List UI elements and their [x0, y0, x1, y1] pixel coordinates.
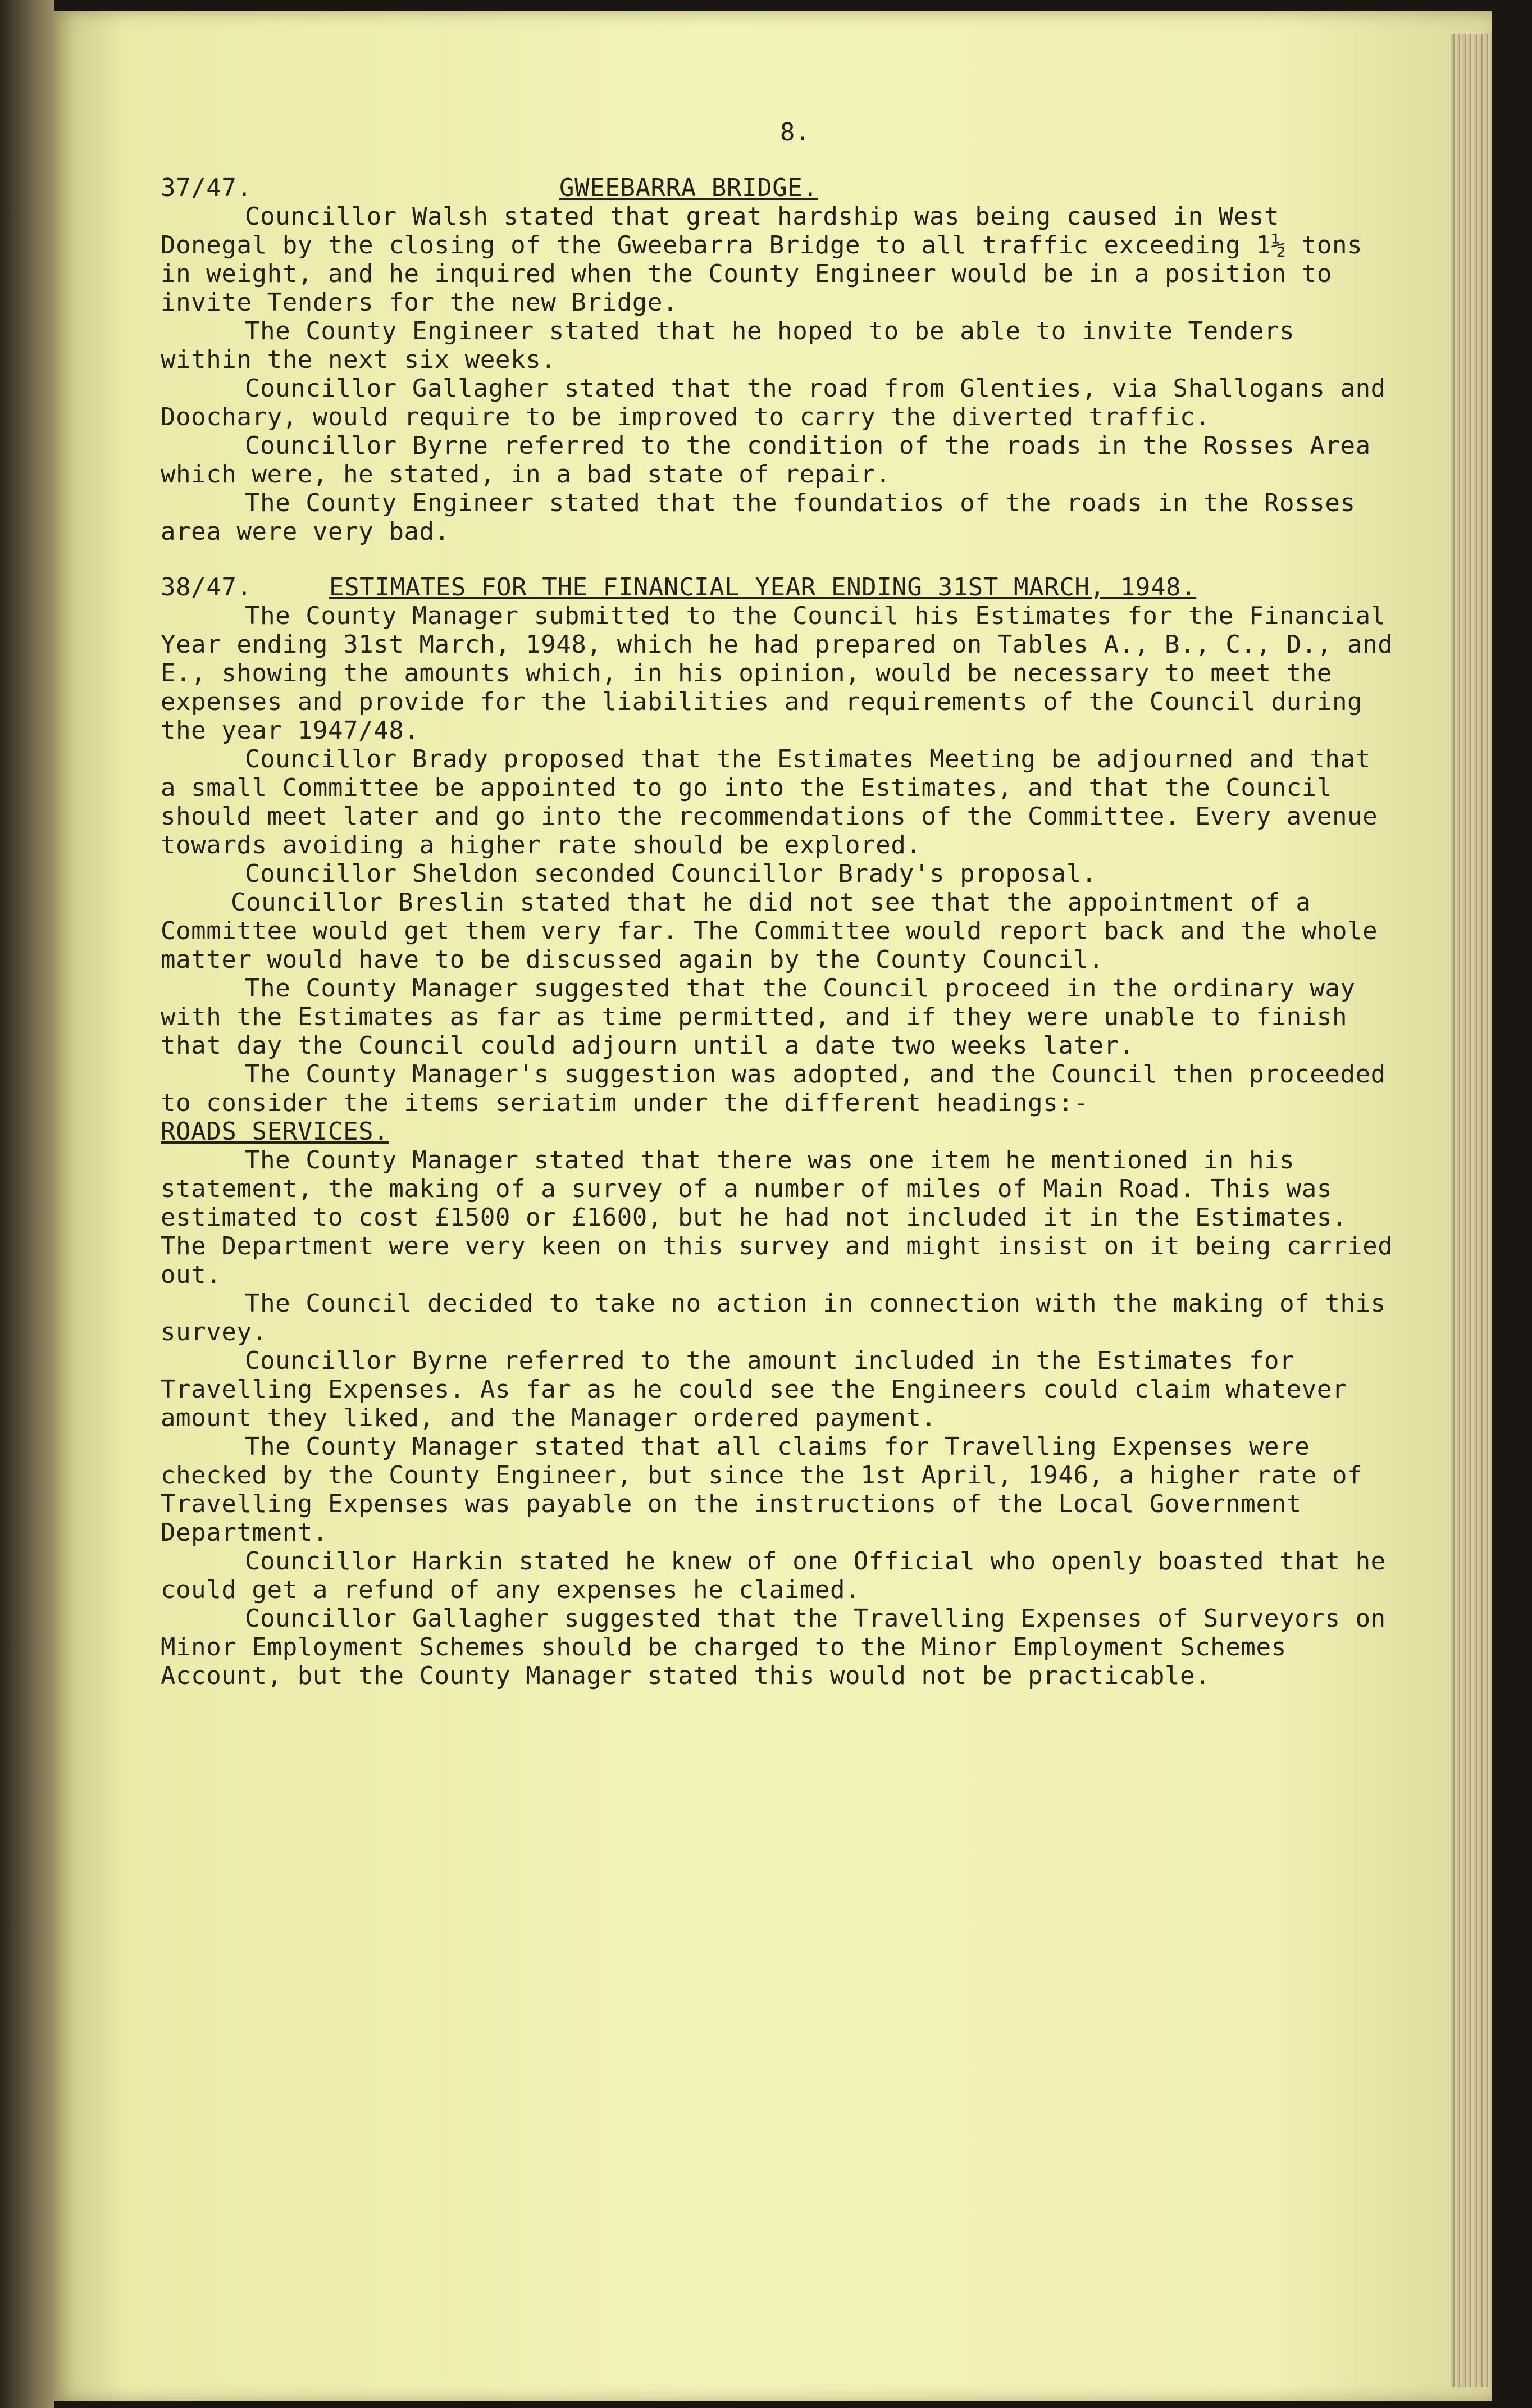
paragraph: Councillor Sheldon seconded Councillor Brady's proposal.: [245, 859, 1097, 888]
paragraph: The County Manager stated that all claims for Travelling Expenses were checked by the County Engineer, but since the 1st April, 1946, a higher rate of Travelling Expenses was payable on the instructions of the Local Government Department.: [161, 1432, 1363, 1547]
paragraph: The County Manager suggested that the Council proceed in the ordinary way with the Estimates as far as time permitted, and if they were unable to finish that day the Council could adjourn until a date two weeks later.: [161, 974, 1356, 1060]
book-binding: [0, 0, 54, 2408]
paragraph: The County Manager submitted to the Council his Estimates for the Financial Year ending 31st March, 1948, which he had prepared on Tables A., B., C., D., and E., showing the amounts which, in his opinion, would be necessary to meet the expenses and provide for the liabilities and requirements of the Council during the year 1947/48.: [161, 602, 1393, 745]
paragraph: Councillor Harkin stated he knew of one Official who openly boasted that he could get a refund of any expenses he claimed.: [161, 1547, 1386, 1604]
paragraph: Councillor Gallagher stated that the road from Glenties, via Shallogans and Doochary, would require to be improved to carry the diverted traffic.: [161, 374, 1386, 431]
paragraph: Councillor Walsh stated that great hardship was being caused in West Donegal by the closing of the Gweebarra Bridge to all traffic exceeding 1½ tons in weight, and he inquired when the County Engineer would be in a position to invite Tenders for the new Bridge.: [161, 202, 1363, 317]
section-title: GWEEBARRA BRIDGE.: [559, 174, 818, 202]
paragraph: Councillor Byrne referred to the condition of the roads in the Rosses Area which were, he stated, in a bad state of repair.: [161, 431, 1371, 489]
paragraph: Councillor Gallagher suggested that the Travelling Expenses of Surveyors on Minor Employment Schemes should be charged to the Minor Employment Schemes Account, but the County Manager stated this would not be practicable.: [161, 1604, 1386, 1690]
page-number: 8.: [779, 118, 811, 147]
paragraph: Councillor Byrne referred to the amount included in the Estimates for Travelling Expenses. As far as he could see the Engineers could claim whatever amount they liked, and the Manager ordered payment.: [161, 1346, 1348, 1432]
section-heading: [161, 174, 1396, 202]
paragraph: The County Manager's suggestion was adopted, and the Council then proceeded to consider the items seriatim under the different headings:-: [161, 1060, 1386, 1117]
section-heading: [161, 573, 1396, 602]
document-page: [54, 11, 1492, 2401]
page-edges: [1451, 34, 1492, 2387]
minute-ref: 38/47.: [161, 573, 252, 602]
paragraph: Councillor Breslin stated that he did not see that the appointment of a Committee would get them very far. The Committee would report back and the whole matter would have to be discussed again by the County Council.: [161, 888, 1378, 974]
subheading-roads-services: ROADS SERVICES.: [161, 1117, 389, 1146]
section-title: ESTIMATES FOR THE FINANCIAL YEAR ENDING 31ST MARCH, 1948.: [329, 573, 1197, 602]
paragraph: The Council decided to take no action in connection with the making of this survey.: [161, 1289, 1386, 1346]
page-content: [161, 118, 1396, 1717]
paragraph: The County Engineer stated that he hoped to be able to invite Tenders within the next six weeks.: [161, 317, 1295, 374]
minute-ref: 37/47.: [161, 174, 252, 202]
paragraph: The County Engineer stated that the foundatios of the roads in the Rosses area were very bad.: [161, 489, 1356, 546]
paragraph: The County Manager stated that there was one item he mentioned in his statement, the making of a survey of a number of miles of Main Road. This was estimated to cost £1500 or £1600, but he had not included it in the Estimates. The Department were very keen on this survey and might insist on it being carried out.: [161, 1146, 1393, 1289]
minute-37-47: [161, 174, 1396, 546]
paragraph: Councillor Brady proposed that the Estimates Meeting be adjourned and that a small Committee be appointed to go into the Estimates, and that the Council should meet later and go into the recommendations of the Committee. Every avenue towards avoiding a higher rate should be explored.: [161, 745, 1378, 859]
minute-38-47: [161, 573, 1396, 1690]
